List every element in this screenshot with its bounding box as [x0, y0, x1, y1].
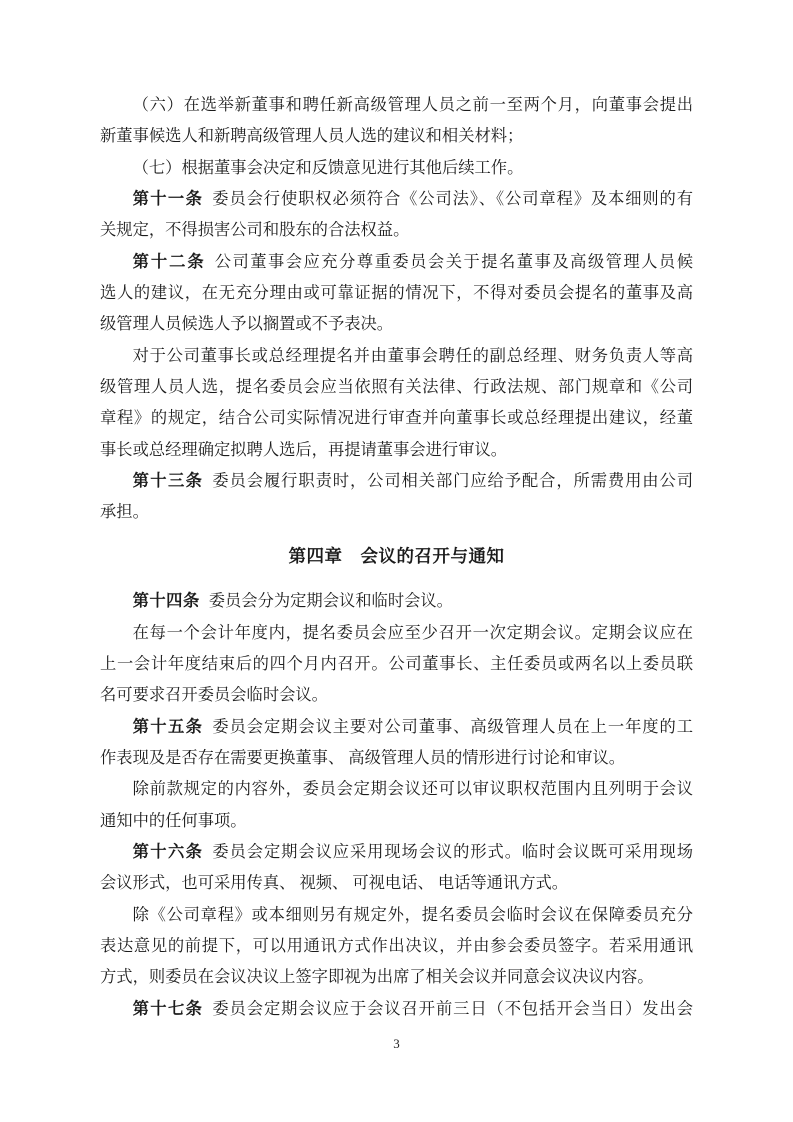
text-line: （七）根据董事会决定和反馈意见进行其他后续工作。	[132, 157, 524, 177]
text-line: 表达意见的前提下，可以用通讯方式作出决议，并由参会委员签字。若采用通讯	[100, 935, 693, 955]
paragraph	[100, 773, 693, 836]
article-number: 第十三条	[132, 471, 204, 491]
paragraph	[100, 152, 693, 183]
text-line: 方式，则委员在会议决议上签字即视为出席了相关会议并同意会议决议内容。	[100, 967, 654, 987]
text-line: 章程》的规定，结合公司实际情况进行审查并向董事长或总经理提出建议，经董	[100, 408, 693, 428]
paragraph	[100, 993, 693, 1024]
article-number: 第十五条	[132, 716, 204, 736]
text-line: 名可要求召开委员会临时会议。	[100, 685, 328, 705]
text-line: （六）在选举新董事和聘任新高级管理人员之前一至两个月，向董事会提出	[132, 95, 693, 114]
text-line: 除前款规定的内容外，委员会定期会议还可以审议职权范围内且列明于会议	[132, 779, 693, 799]
article-number: 第十一条	[132, 189, 204, 209]
text-line: 第十七条 委员会定期会议应于会议召开前三日（不包括开会当日）发出会	[132, 998, 693, 1018]
text-line: 关规定，不得损害公司和股东的合法权益。	[100, 220, 410, 240]
paragraph	[100, 183, 693, 246]
text-line: 除《公司章程》或本细则另有规定外，提名委员会临时会议在保障委员充分	[132, 904, 693, 924]
text-line: 第十六条 委员会定期会议应采用现场会议的形式。临时会议既可采用现场	[132, 841, 693, 861]
text-line: 通知中的任何事项。	[100, 810, 247, 830]
chapter-heading: 第四章 会议的召开与通知	[288, 545, 505, 566]
paragraph	[100, 836, 693, 899]
article-number: 第十四条	[132, 591, 200, 611]
text-line: 作表现及是否存在需要更换董事、 高级管理人员的情形进行讨论和审议。	[100, 747, 626, 767]
page-number: 3	[393, 1036, 400, 1051]
paragraph	[100, 340, 693, 465]
paragraph	[100, 465, 693, 528]
text-line: 选人的建议，在无充分理由或可靠证据的情况下，不得对委员会提名的董事及高	[100, 283, 693, 303]
text-line: 承担。	[100, 502, 149, 522]
paragraph	[100, 246, 693, 340]
paragraph	[100, 711, 693, 774]
text-line: 第十五条 委员会定期会议主要对公司董事、高级管理人员在上一年度的工	[132, 716, 693, 736]
article-number: 第十六条	[132, 841, 204, 861]
text-line: 级管理人员候选人予以搁置或不予表决。	[100, 314, 394, 334]
document-body	[100, 89, 693, 1024]
article-number: 第十七条	[132, 998, 204, 1018]
paragraph	[100, 899, 693, 993]
text-line: 第十一条 委员会行使职权必须符合《公司法》、《公司章程》及本细则的有	[132, 189, 693, 209]
paragraph	[100, 89, 693, 152]
text-line: 对于公司董事长或总经理提名并由董事会聘任的副总经理、财务负责人等高	[132, 345, 693, 365]
paragraph	[100, 617, 693, 711]
text-line: 事长或总经理确定拟聘人选后，再提请董事会进行审议。	[100, 439, 508, 459]
text-line: 第十三条 委员会履行职责时，公司相关部门应给予配合，所需费用由公司	[132, 471, 693, 491]
text-line: 会议形式，也可采用传真、 视频、 可视电话、 电话等通讯方式。	[100, 873, 569, 893]
text-line: 在每一个会计年度内，提名委员会应至少召开一次定期会议。定期会议应在	[132, 622, 693, 642]
text-line: 级管理人员人选，提名委员会应当依照有关法律、行政法规、部门规章和《公司	[100, 377, 693, 397]
paragraph	[100, 585, 693, 616]
text-line: 新董事候选人和新聘高级管理人员人选的建议和相关材料；	[100, 126, 524, 146]
article-number: 第十二条	[132, 251, 206, 271]
text-line: 第十四条 委员会分为定期会议和临时会议。	[132, 591, 453, 611]
text-line: 上一会计年度结束后的四个月内召开。公司董事长、主任委员或两名以上委员联	[100, 653, 693, 673]
text-line: 第十二条 公司董事会应充分尊重委员会关于提名董事及高级管理人员候	[132, 251, 693, 271]
